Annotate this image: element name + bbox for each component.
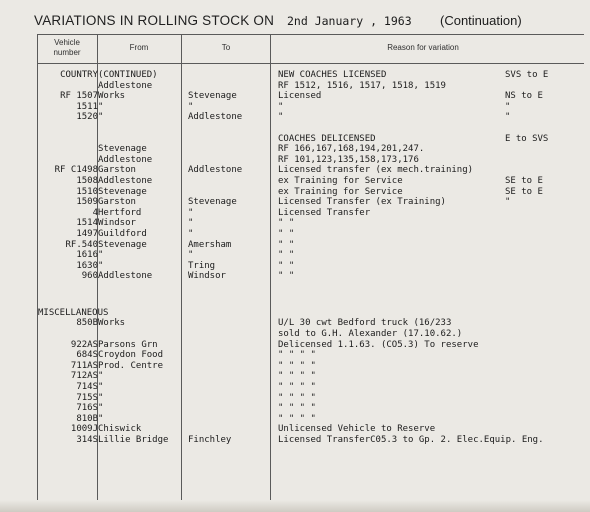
to-cell: Tring	[188, 260, 216, 271]
vehicle-number-cell: 1630	[76, 260, 98, 271]
from-cell: Garston	[98, 197, 136, 208]
table-row	[0, 361, 590, 372]
vehicle-number-cell: 1497	[76, 228, 98, 239]
reason-cell: NEW COACHES LICENSED	[278, 70, 387, 80]
from-cell: Addlestone	[98, 175, 153, 186]
vehicle-number-cell: MISCELLANEOUS	[38, 307, 109, 318]
note-cell: SE to E	[505, 186, 543, 197]
table-row	[0, 435, 590, 446]
from-cell: "	[98, 392, 104, 403]
table-row	[0, 102, 590, 113]
vehicle-number-cell: COUNTRY	[60, 70, 98, 80]
reason-cell: " " " "	[278, 350, 316, 361]
table-row	[0, 403, 590, 414]
reason-cell: Licensed TransferC05.3 to Gp. 2. Elec.Equip. Eng.	[278, 435, 544, 445]
table-row	[0, 187, 590, 198]
note-cell: SE to E	[505, 175, 543, 186]
vehicle-number-cell: 1509	[76, 197, 98, 208]
reason-cell: " " " "	[278, 360, 316, 371]
reason-cell: " " " "	[278, 382, 316, 393]
vehicle-number-cell: 711AS	[70, 360, 98, 371]
to-cell: Addlestone	[188, 112, 243, 123]
table-row	[0, 81, 590, 92]
vehicle-number-cell: 922AS	[70, 339, 98, 350]
table-row	[0, 261, 590, 272]
reason-cell: " " " "	[278, 403, 316, 414]
note-cell: "	[505, 112, 511, 123]
to-cell: Finchley	[188, 435, 232, 445]
column-header-reason: Reason for variation	[387, 43, 459, 52]
to-cell: Addlestone	[188, 165, 243, 176]
vehicle-number-cell: RF.540	[65, 239, 98, 250]
to-cell: "	[188, 101, 194, 112]
to-cell: "	[188, 250, 194, 261]
table-row	[0, 318, 590, 329]
note-cell: "	[505, 197, 511, 208]
table-row	[0, 155, 590, 166]
table-row	[0, 165, 590, 176]
from-cell: "	[98, 101, 104, 112]
page-title: VARIATIONS IN ROLLING STOCK ON	[34, 13, 275, 28]
vehicle-number-cell: 1009J	[70, 424, 98, 435]
from-cell: "	[98, 250, 104, 261]
to-cell: "	[188, 218, 194, 229]
table-row	[0, 112, 590, 123]
from-cell: Garston	[98, 165, 136, 176]
note-cell: "	[505, 101, 511, 112]
page-date: 2nd January , 1963	[287, 14, 412, 28]
vehicle-number-cell: 1510	[76, 186, 98, 197]
vehicle-number-cell: 810B	[76, 413, 98, 424]
reason-cell: Delicensed 1.1.63. (CO5.3) To reserve	[278, 339, 479, 350]
vehicle-number-cell: 1508	[76, 175, 98, 186]
table-row	[0, 70, 590, 81]
reason-cell: sold to G.H. Alexander (17.10.62.)	[278, 329, 463, 340]
reason-cell: ex Training for Service	[278, 175, 403, 186]
reason-cell: Licensed	[278, 91, 322, 102]
reason-cell: ex Training for Service	[278, 186, 403, 197]
to-cell: Stevenage	[188, 197, 237, 208]
note-cell: SVS to E	[505, 70, 549, 80]
table-body	[0, 70, 590, 446]
reason-cell: " "	[278, 228, 295, 239]
from-cell: Stevenage	[98, 144, 147, 155]
table-row	[0, 382, 590, 393]
table-row	[0, 144, 590, 155]
table-row	[0, 371, 590, 382]
reason-cell: Licensed transfer (ex mech.training)	[278, 165, 474, 176]
from-cell: (CONTINUED)	[98, 70, 158, 80]
vehicle-number-cell: RF 1507	[60, 91, 98, 102]
from-cell: Addlestone	[98, 80, 153, 91]
table-row	[0, 271, 590, 282]
vehicle-number-cell: 850B	[76, 318, 98, 329]
vehicle-number-cell: RF C1498	[54, 165, 98, 176]
table-row	[0, 134, 590, 145]
vehicle-number-cell: 684S	[76, 350, 98, 361]
vehicle-number-cell: 712AS	[70, 371, 98, 382]
vehicle-number-cell: 1520	[76, 112, 98, 123]
from-cell: Hertford	[98, 207, 142, 218]
column-header-to: To	[221, 43, 231, 52]
reason-cell: Licensed Transfer	[278, 207, 371, 218]
from-cell: Prod. Centre	[98, 360, 164, 371]
vehicle-number-cell: 1511	[76, 101, 98, 112]
table-top-rule	[37, 34, 584, 35]
reason-cell: "	[278, 101, 284, 112]
to-cell: Amersham	[188, 239, 232, 250]
table-row	[0, 91, 590, 102]
from-cell: "	[98, 382, 104, 393]
from-cell: Guildford	[98, 228, 147, 239]
from-cell: "	[98, 260, 104, 271]
from-cell: "	[98, 403, 104, 414]
reason-cell: COACHES DELICENSED	[278, 133, 376, 144]
vehicle-number-cell: 314S	[76, 435, 98, 445]
paper-edge	[0, 500, 590, 512]
from-cell: Works	[98, 91, 126, 102]
table-row	[0, 393, 590, 404]
table-row	[0, 308, 590, 319]
reason-cell: Unlicensed Vehicle to Reserve	[278, 424, 436, 435]
table-row	[0, 240, 590, 251]
from-cell: Works	[98, 318, 126, 329]
table-row	[0, 414, 590, 425]
reason-cell: " " " "	[278, 413, 316, 424]
reason-cell: Licensed Transfer (ex Training)	[278, 197, 446, 208]
reason-cell: " " " "	[278, 392, 316, 403]
from-cell: Chiswick	[98, 424, 142, 435]
vehicle-number-cell: 1514	[76, 218, 98, 229]
vehicle-number-cell: 716S	[76, 403, 98, 414]
to-cell: "	[188, 207, 194, 218]
reason-cell: " "	[278, 218, 295, 229]
column-header-from: From	[129, 43, 149, 52]
reason-cell: " "	[278, 250, 295, 261]
to-cell: Stevenage	[188, 91, 237, 102]
vehicle-number-cell: 4	[92, 207, 98, 218]
table-row	[0, 424, 590, 435]
table-row	[0, 350, 590, 361]
reason-cell: RF 166,167,168,194,201,247.	[278, 144, 425, 155]
reason-cell: RF 1512, 1516, 1517, 1518, 1519	[278, 80, 446, 91]
table-row	[0, 329, 590, 340]
table-row	[0, 197, 590, 208]
to-cell: Windsor	[188, 271, 226, 282]
column-header-vehicle: Vehicle number	[53, 38, 81, 57]
from-cell: Addlestone	[98, 154, 153, 165]
from-cell: Parsons Grn	[98, 339, 158, 350]
table-row	[0, 340, 590, 351]
note-cell: E to SVS	[505, 133, 549, 144]
from-cell: Lillie Bridge	[98, 435, 169, 445]
section-spacer	[0, 282, 590, 308]
vehicle-number-cell: 715S	[76, 392, 98, 403]
note-cell: NS to E	[505, 91, 543, 102]
table-row	[0, 229, 590, 240]
vehicle-number-cell: 1616	[76, 250, 98, 261]
table-row	[0, 208, 590, 219]
reason-cell: RF 101,123,135,158,173,176	[278, 154, 419, 165]
reason-cell: U/L 30 cwt Bedford truck (16/233	[278, 318, 452, 329]
table-row	[0, 250, 590, 261]
vehicle-number-cell: 960	[81, 271, 98, 282]
reason-cell: " "	[278, 260, 295, 271]
vehicle-number-cell: 714S	[76, 382, 98, 393]
table-row	[0, 218, 590, 229]
from-cell: Addlestone	[98, 271, 153, 282]
table-header-rule	[37, 63, 584, 64]
from-cell: "	[98, 413, 104, 424]
continuation-label: (Continuation)	[440, 13, 522, 28]
from-cell: "	[98, 112, 104, 123]
reason-cell: "	[278, 112, 284, 123]
reason-cell: " "	[278, 271, 295, 282]
from-cell: Croydon Food	[98, 350, 164, 361]
from-cell: "	[98, 371, 104, 382]
from-cell: Windsor	[98, 218, 136, 229]
to-cell: "	[188, 228, 194, 239]
reason-cell: " " " "	[278, 371, 316, 382]
reason-cell: " "	[278, 239, 295, 250]
from-cell: Stevenage	[98, 239, 147, 250]
table-row	[0, 176, 590, 187]
table-row	[0, 123, 590, 134]
from-cell: Stevenage	[98, 186, 147, 197]
